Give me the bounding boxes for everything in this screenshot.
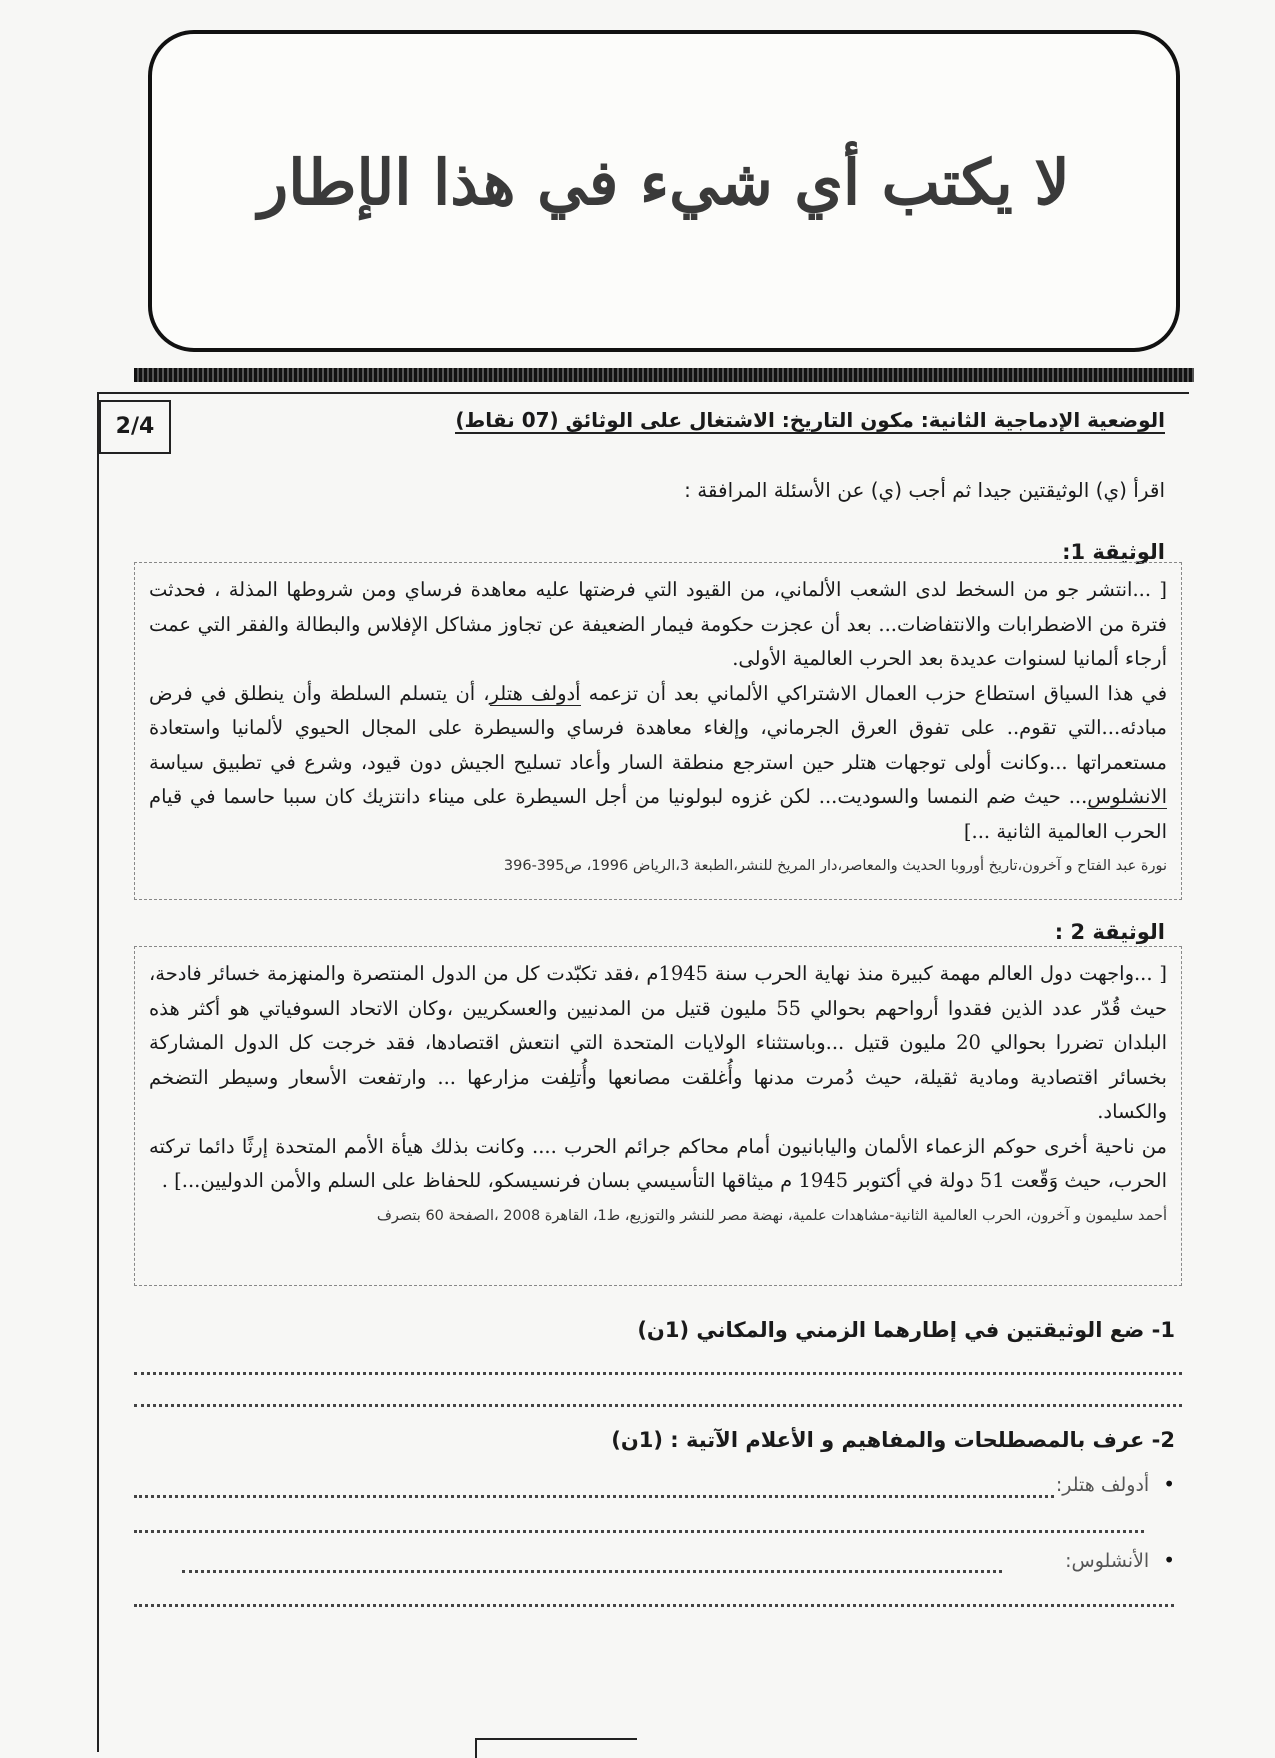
doc1-source: نورة عبد الفتاح و آخرون،تاريخ أوروبا الحديث والمعاصر،دار المريخ للنشر،الطبعة 3،الرياض 1996، ص395-396 — [503, 858, 1167, 874]
question-1: 1- ضع الوثيقتين في إطارهما الزمني والمكاني (1ن) — [637, 1318, 1175, 1342]
divider-rule — [134, 368, 1194, 382]
answer-line-1[interactable] — [134, 1372, 1182, 1375]
instruction-text: اقرأ (ي) الوثيقتين جيدا ثم أجب (ي) عن الأسئلة المرافقة : — [684, 478, 1165, 502]
doc1-box — [134, 562, 1182, 900]
hitler-name: أدولف هتلر — [489, 681, 581, 705]
answer-line-2[interactable] — [134, 1404, 1182, 1407]
doc1-paragraph-2 — [149, 677, 1167, 850]
answer-line-5[interactable] — [182, 1570, 1002, 1573]
banner-text: لا يكتب أي شيء في هذا الإطار — [258, 146, 1070, 219]
doc1-p2-end: ... حيث ضم النمسا والسوديت... لكن غزوه لبولونيا من أجل السيطرة على ميناء دانتزيك كان سببا حاسما في قيام الحرب العالمية الثانية ...] — [149, 785, 1167, 843]
question-2: 2- عرف بالمصطلحات والمفاهيم و الأعلام الآتية : (1ن) — [611, 1428, 1175, 1452]
doc2-paragraph-2: من ناحية أخرى حوكم الزعماء الألمان واليابانيون أمام محاكم جرائم الحرب .... وكانت بذلك هيأة الأمم المتحدة إرثًا دائما تركته الحرب، حيث وَقّعت 51 دولة في أكتوبر 1945 م ميثاقها التأسيسي بسان فرنسيسكو، للحفاظ على السلم والأمن الدوليين...] . — [149, 1134, 1167, 1192]
doc2-paragraph-1: [ ...واجهت دول العالم مهمة كبيرة منذ نهاية الحرب سنة 1945م ،فقد تكبّدت كل من الدول المنتصرة والمنهزمة خسائر فادحة، حيث قُدّر عدد الذين فقدوا أرواحهم بحوالي 55 مليون قتيل من المدنيين والعسكريين ،وكان الاتحاد السوفياتي هو أكثر هذه البلدان تضررا بحوالي 20 مليون قتيل ...وباستثناء الولايات المتحدة التي انتعش اقتصادها، فقد خرجت كل الدول المشاركة بخسائر اقتصادية ومادية ثقيلة، حيث دُمرت مدنها وأُغلقت مصانعها وأُتلِفت مزارعها ... وارتفعت الأسعار وسيطر التضخم والكساد. — [149, 962, 1168, 1123]
doc1-title: الوثيقة 1: — [1062, 540, 1165, 564]
bullet-icon: • — [1163, 1472, 1175, 1496]
doc2-title: الوثيقة 2 : — [1054, 920, 1165, 944]
term-item-anschluss — [215, 1548, 1175, 1572]
doc1-paragraph-1: [ ...انتشر جو من السخط لدى الشعب الألماني، من القيود التي فرضتها عليه معاهدة فرساي ومن شروطها المذلة ، فحدثت فترة من الاضطرابات والانتفاضات... بعد أن عجزت حكومة فيمار الضعيفة عن تجاوز مشاكل الإفلاس والبطالة والفقر التي عمت أرجاء ألمانيا لسنوات عديدة بعد الحرب العالمية الأولى. — [149, 578, 1167, 670]
section-heading-text: الوضعية الإدماجية الثانية: مكون التاريخ: الاشتغال على الوثائق (07 نقاط) — [455, 408, 1165, 432]
section-heading — [205, 408, 1165, 432]
doc1-p2-mid: ، أن يتسلم السلطة وأن ينطلق في فرض مبادئه...التي تقوم.. على تفوق العرق الجرماني، وإلغاء معاهدة فرساي والسيطرة على المجال الحيوي لألمانيا واستعادة مستعمراتها ...وكانت أولى توجهات هتلر حين استرجع منطقة السار وأعاد تسليح الجيش دون قيود، وشرع في تطبيق سياسة — [149, 681, 1167, 774]
do-not-write-box — [148, 30, 1180, 352]
term-anschluss-label: الأنشلوس: — [1065, 1550, 1150, 1572]
term-hitler-label: أدولف هتلر: — [1055, 1474, 1150, 1496]
bullet-icon: • — [1163, 1548, 1175, 1572]
doc1-p2-start: في هذا السياق استطاع حزب العمال الاشتراكي الألماني بعد أن تزعمه — [588, 681, 1168, 705]
doc2-box — [134, 946, 1182, 1286]
term-item-hitler — [215, 1472, 1175, 1496]
answer-line-3[interactable] — [134, 1495, 1054, 1498]
page-number: 2/4 — [99, 400, 171, 454]
answer-line-6[interactable] — [134, 1604, 1174, 1607]
answer-line-4[interactable] — [134, 1530, 1144, 1533]
doc2-source: أحمد سليمون و آخرون، الحرب العالمية الثانية-مشاهدات علمية، نهضة مصر للنشر والتوزيع، ط1، القاهرة 2008 ،الصفحة 60 بتصرف — [376, 1207, 1167, 1224]
page-bottom-tab — [475, 1738, 637, 1758]
anschluss-term: الانشلوس — [1087, 785, 1167, 808]
